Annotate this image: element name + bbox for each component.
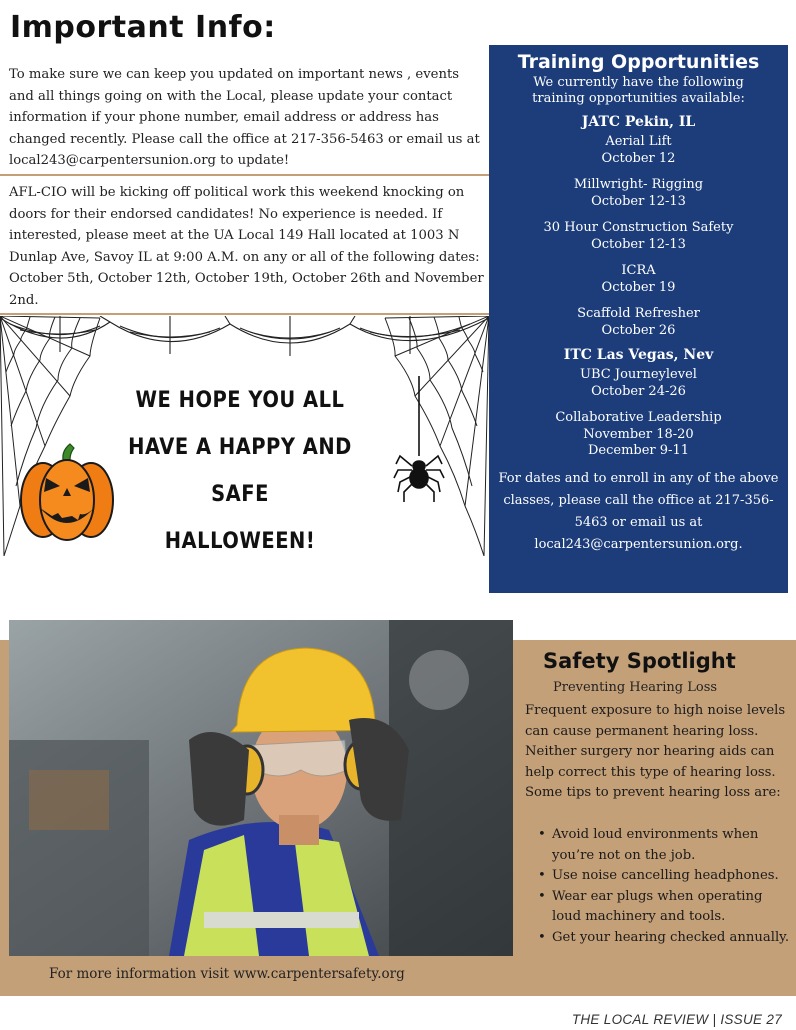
course-date: October 19 — [601, 279, 676, 295]
training-title: Training Opportunities — [517, 51, 760, 73]
list-item — [538, 887, 792, 928]
course-name: Millwright- Rigging — [573, 177, 704, 192]
more-info-text: For more information visit www.carpentersafety.org — [49, 966, 405, 982]
course-date: October 12-13 — [591, 193, 686, 209]
safety-body: Frequent exposure to high noise levels can cause permanent hearing loss. Neither surgery nor hearing aids can help correct this type of hearing loss. Some tips to prevent hearing loss are: — [525, 703, 786, 800]
tip-text: Use noise cancelling headphones. — [552, 868, 779, 883]
bullet-icon: • — [538, 929, 546, 945]
spider-icon — [394, 376, 444, 502]
safety-tips-list — [538, 825, 792, 948]
course-date: October 12-13 — [591, 236, 686, 252]
course-date: October 24-26 — [591, 383, 686, 399]
course-item — [489, 220, 788, 253]
pumpkin-icon — [21, 444, 113, 540]
safety-subtitle: Preventing Hearing Loss — [553, 680, 718, 695]
divider — [0, 313, 489, 315]
bullet-icon: • — [538, 827, 546, 842]
safety-title: Safety Spotlight — [543, 649, 736, 673]
worker-photo — [9, 620, 513, 956]
tip-text: Avoid loud environments when you’re not on the job. — [552, 827, 759, 863]
training-opportunities-box — [489, 45, 788, 593]
training-location: ITC Las Vegas, Nev — [563, 347, 714, 363]
tip-text: Get your hearing checked annually. — [552, 929, 790, 945]
course-name: 30 Hour Construction Safety — [543, 220, 734, 235]
course-date: November 18-20 — [583, 426, 694, 442]
page-title: Important Info: — [10, 10, 276, 45]
halloween-greeting — [110, 376, 370, 565]
training-intro: We currently have the following training opportunities available: — [532, 75, 745, 106]
training-location: JATC Pekin, IL — [581, 114, 696, 130]
halloween-line: HALLOWEEN! — [164, 527, 316, 554]
course-item — [489, 177, 788, 210]
issue-label: THE LOCAL REVIEW | ISSUE 27 — [571, 1012, 782, 1027]
course-date: October 26 — [601, 322, 676, 338]
halloween-line: WE HOPE YOU ALL — [135, 386, 345, 413]
course-name: Scaffold Refresher — [577, 306, 700, 321]
afl-cio-paragraph: AFL-CIO will be kicking off political work this weekend knocking on doors for their endorsed candidates! No experience is needed. If interested, please meet at the UA Local 149 Hall located at 1003 N Dunlap Ave, Savoy IL at 9:00 A.M. on any or all of the following dates: October 5th, October 12th, October 19th, October 26th and November 2nd. — [9, 185, 484, 308]
divider — [0, 174, 489, 176]
bullet-icon: • — [538, 868, 546, 883]
course-name: ICRA — [621, 263, 656, 278]
tip-text: Wear ear plugs when operating loud machinery and tools. — [552, 888, 763, 924]
course-item — [489, 367, 788, 400]
halloween-panel — [0, 316, 489, 566]
list-item — [538, 928, 792, 949]
course-item — [489, 306, 788, 339]
contact-update-paragraph: To make sure we can keep you updated on important news , events and all things going on with the Local, please update your contact information if your phone number, email address or address has changed recently. Please call the office at 217-356-5463 or email us at local243@carpentersunion.org to update! — [9, 67, 480, 168]
course-name: UBC Journeylevel — [580, 367, 697, 382]
halloween-line: HAVE A HAPPY AND SAFE — [128, 433, 352, 507]
course-name: Collaborative Leadership — [555, 410, 722, 425]
training-footer: For dates and to enroll in any of the above classes, please call the office at 217-356-5463 or email us at local243@carpentersunion.org. — [498, 470, 779, 552]
course-date: December 9-11 — [588, 443, 689, 458]
course-item — [489, 410, 788, 460]
course-date: October 12 — [601, 150, 676, 166]
course-name: Aerial Lift — [605, 134, 672, 149]
course-item — [489, 263, 788, 296]
course-item — [489, 134, 788, 167]
list-item — [538, 866, 792, 887]
spider-web-icon — [385, 316, 489, 556]
bullet-icon: • — [538, 888, 546, 904]
list-item — [538, 825, 792, 866]
